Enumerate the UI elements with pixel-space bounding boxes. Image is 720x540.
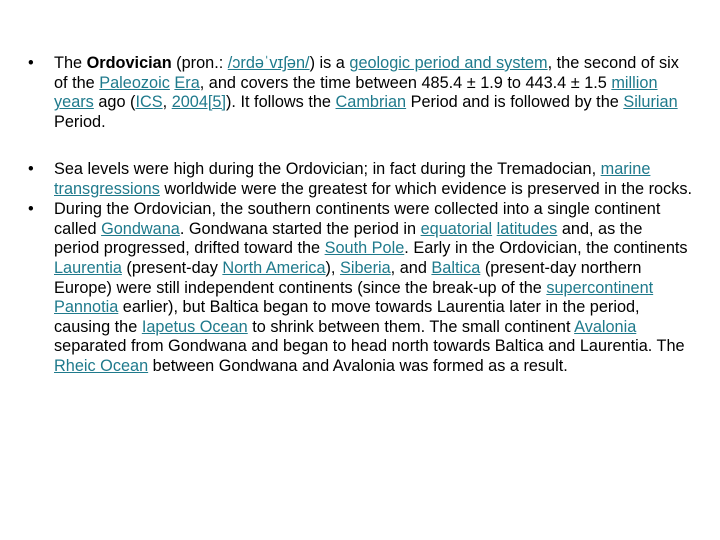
link-north-america[interactable]: North America [222,258,326,277]
bullet-item-sea-levels [28,160,692,199]
bullet-list-top [28,54,692,132]
text-run: ) is a [309,54,350,72]
link-south-pole[interactable]: South Pole [324,239,405,258]
text-run: , [162,93,172,112]
text-run: , the second of six of the [54,54,679,92]
bullet-marker: • [28,54,34,72]
link-2004-reference[interactable]: 2004[5] [171,93,227,112]
text-run: and, as the period progressed, drifted toward the [54,219,643,258]
link-silurian[interactable]: Silurian [623,93,678,112]
text-run: (present-day northern Europe) were still independent continents (since the break-up of the [54,258,642,297]
text-run: During the Ordovician, the southern continents were collected into a single continent called [54,200,661,238]
link-cambrian[interactable]: Cambrian [335,93,407,112]
text-run: , and [390,258,432,277]
term-ordovician: Ordovician [86,54,172,72]
link-siberia[interactable]: Siberia [339,258,391,277]
link-laurentia[interactable]: Laurentia [54,258,122,277]
bullet-item-continents [28,200,692,376]
text-run: Period. [54,112,106,131]
link-million-years[interactable]: million years [54,73,658,112]
bullet-marker: • [28,160,34,178]
link-era[interactable]: Era [174,73,200,92]
text-run: earlier), but Baltica began to move towards Laurentia later in the period, causing the [54,298,640,336]
link-gondwana[interactable]: Gondwana [101,219,180,238]
bullet-marker: • [28,200,34,219]
link-iapetus-ocean[interactable]: Iapetus Ocean [141,317,248,336]
text-run: ). It follows the [226,93,336,112]
text-run: ), [325,258,340,277]
text-run: separated from Gondwana and began to head north towards Baltica and Laurentia. The [54,337,685,356]
link-latitudes[interactable]: latitudes [496,219,558,238]
link-avalonia[interactable]: Avalonia [574,317,637,336]
text-run: between Gondwana and Avalonia was formed as a result. [148,356,568,375]
link-baltica[interactable]: Baltica [431,258,481,277]
text-run: Sea levels were high during the Ordovician; in fact during the Tremadocian, [54,160,601,178]
text-run: Period and is followed by the [406,93,624,112]
link-pronunciation[interactable]: /ɔrdəˈvɪʃən/ [227,54,310,72]
bullet-item-ordovician-intro [28,54,692,132]
link-supercontinent[interactable]: supercontinent [546,278,654,297]
link-marine-transgressions[interactable]: marine transgressions [54,160,651,198]
link-pannotia[interactable]: Pannotia [54,298,119,317]
text-run: (present-day [121,258,223,277]
text-run: to shrink between them. The small continent [247,317,575,336]
link-rheic-ocean[interactable]: Rheic Ocean [54,356,149,375]
link-geologic-period[interactable]: geologic period and system [349,54,548,72]
text-run: The [54,54,87,72]
text-run: worldwide were the greatest for which evidence is preserved in the rocks. [159,179,692,198]
text-run: . Gondwana started the period in [179,219,421,238]
link-paleozoic[interactable]: Paleozoic [99,73,170,92]
text-run: (pron.: [171,54,228,72]
text-run: ago ( [93,93,136,112]
link-ics[interactable]: ICS [135,93,163,112]
link-equatorial[interactable]: equatorial [420,219,493,238]
bullet-list-bottom [28,160,692,378]
text-run: . Early in the Ordovician, the continents [404,239,688,258]
text-run: , and covers the time between 485.4 ± 1.9 to 443.4 ± 1.5 [199,73,612,92]
